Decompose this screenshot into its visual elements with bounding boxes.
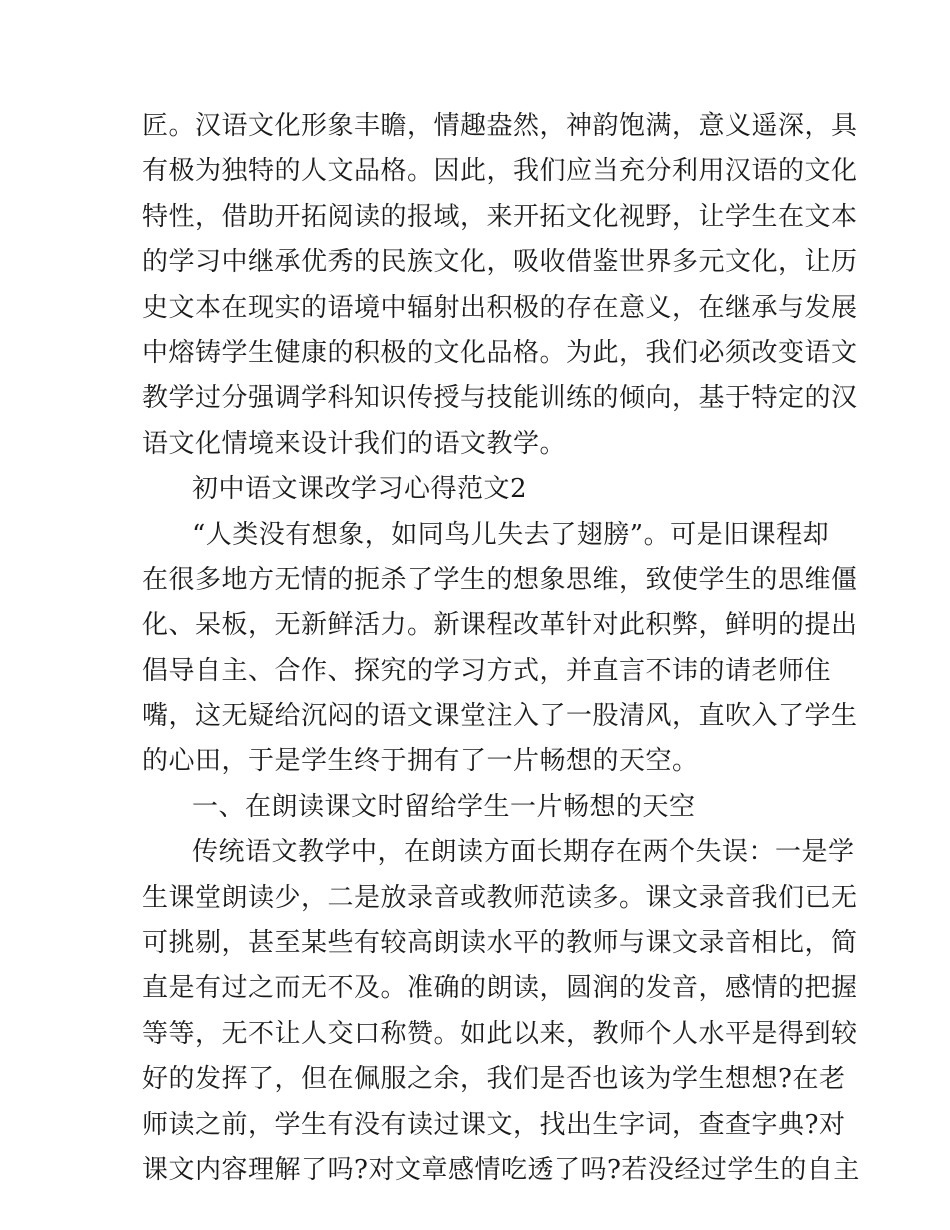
paragraph-line: 直是有过之而无不及。准确的朗读，圆润的发音，感情的把握	[142, 973, 858, 1004]
paragraph-line: 化、呆板，无新鲜活力。新课程改革针对此积弊，鲜明的提出	[142, 610, 858, 641]
paragraph-line: 课文内容理解了吗?对文章感情吃透了吗?若没经过学生的自主	[142, 1154, 860, 1185]
document-body	[142, 104, 860, 1193]
paragraph-line: 师读之前，学生有没有读过课文，找出生字词，查查字典?对	[142, 1109, 846, 1140]
paragraph-line: 有极为独特的人文品格。因此，我们应当充分利用汉语的文化	[142, 156, 858, 187]
paragraph-line: 倡导自主、合作、探究的学习方式，并直言不讳的请老师住	[142, 655, 832, 686]
paragraph-line: 生课堂朗读少，二是放录音或教师范读多。课文录音我们已无	[142, 882, 858, 913]
paragraph-line: 等等，无不让人交口称赞。如此以来，教师个人水平是得到较	[142, 1018, 858, 1049]
paragraph-line: 嘴，这无疑给沉闷的语文课堂注入了一股清风，直吹入了学生	[142, 701, 858, 732]
paragraph-line: 可挑剔，甚至某些有较高朗读水平的教师与课文录音相比，简	[142, 928, 858, 959]
paragraph-line: 史文本在现实的语境中辐射出积极的存在意义，在继承与发展	[142, 292, 858, 323]
paragraph-line: 匠。汉语文化形象丰瞻，情趣盎然，神韵饱满，意义遥深，具	[142, 111, 858, 141]
paragraph-line-indented: 初中语文课改学习心得范文2	[192, 474, 528, 505]
paragraph-line: 的心田，于是学生终于拥有了一片畅想的天空。	[142, 746, 699, 777]
paragraph-line-indented: “人类没有想象，如同鸟儿失去了翅膀”。可是旧课程却	[192, 519, 830, 550]
paragraph-line: 语文化情境来设计我们的语文教学。	[142, 428, 567, 459]
paragraph-line: 教学过分强调学科知识传授与技能训练的倾向，基于特定的汉	[142, 383, 858, 414]
paragraph-line: 中熔铸学生健康的积极的文化品格。为此，我们必须改变语文	[142, 337, 858, 368]
paragraph-line-indented: 一、在朗读课文时留给学生一片畅想的天空	[192, 791, 696, 822]
paragraph-line: 的学习中继承优秀的民族文化，吸收借鉴世界多元文化，让历	[142, 247, 858, 278]
paragraph-line-indented: 传统语文教学中，在朗读方面长期存在两个失误：一是学	[192, 837, 855, 868]
paragraph-line: 好的发挥了，但在佩服之余，我们是否也该为学生想想?在老	[142, 1064, 846, 1095]
paragraph-line: 在很多地方无情的扼杀了学生的想象思维，致使学生的思维僵	[142, 564, 858, 595]
paragraph-line: 特性，借助开拓阅读的报域，来开拓文化视野，让学生在文本	[142, 201, 858, 232]
